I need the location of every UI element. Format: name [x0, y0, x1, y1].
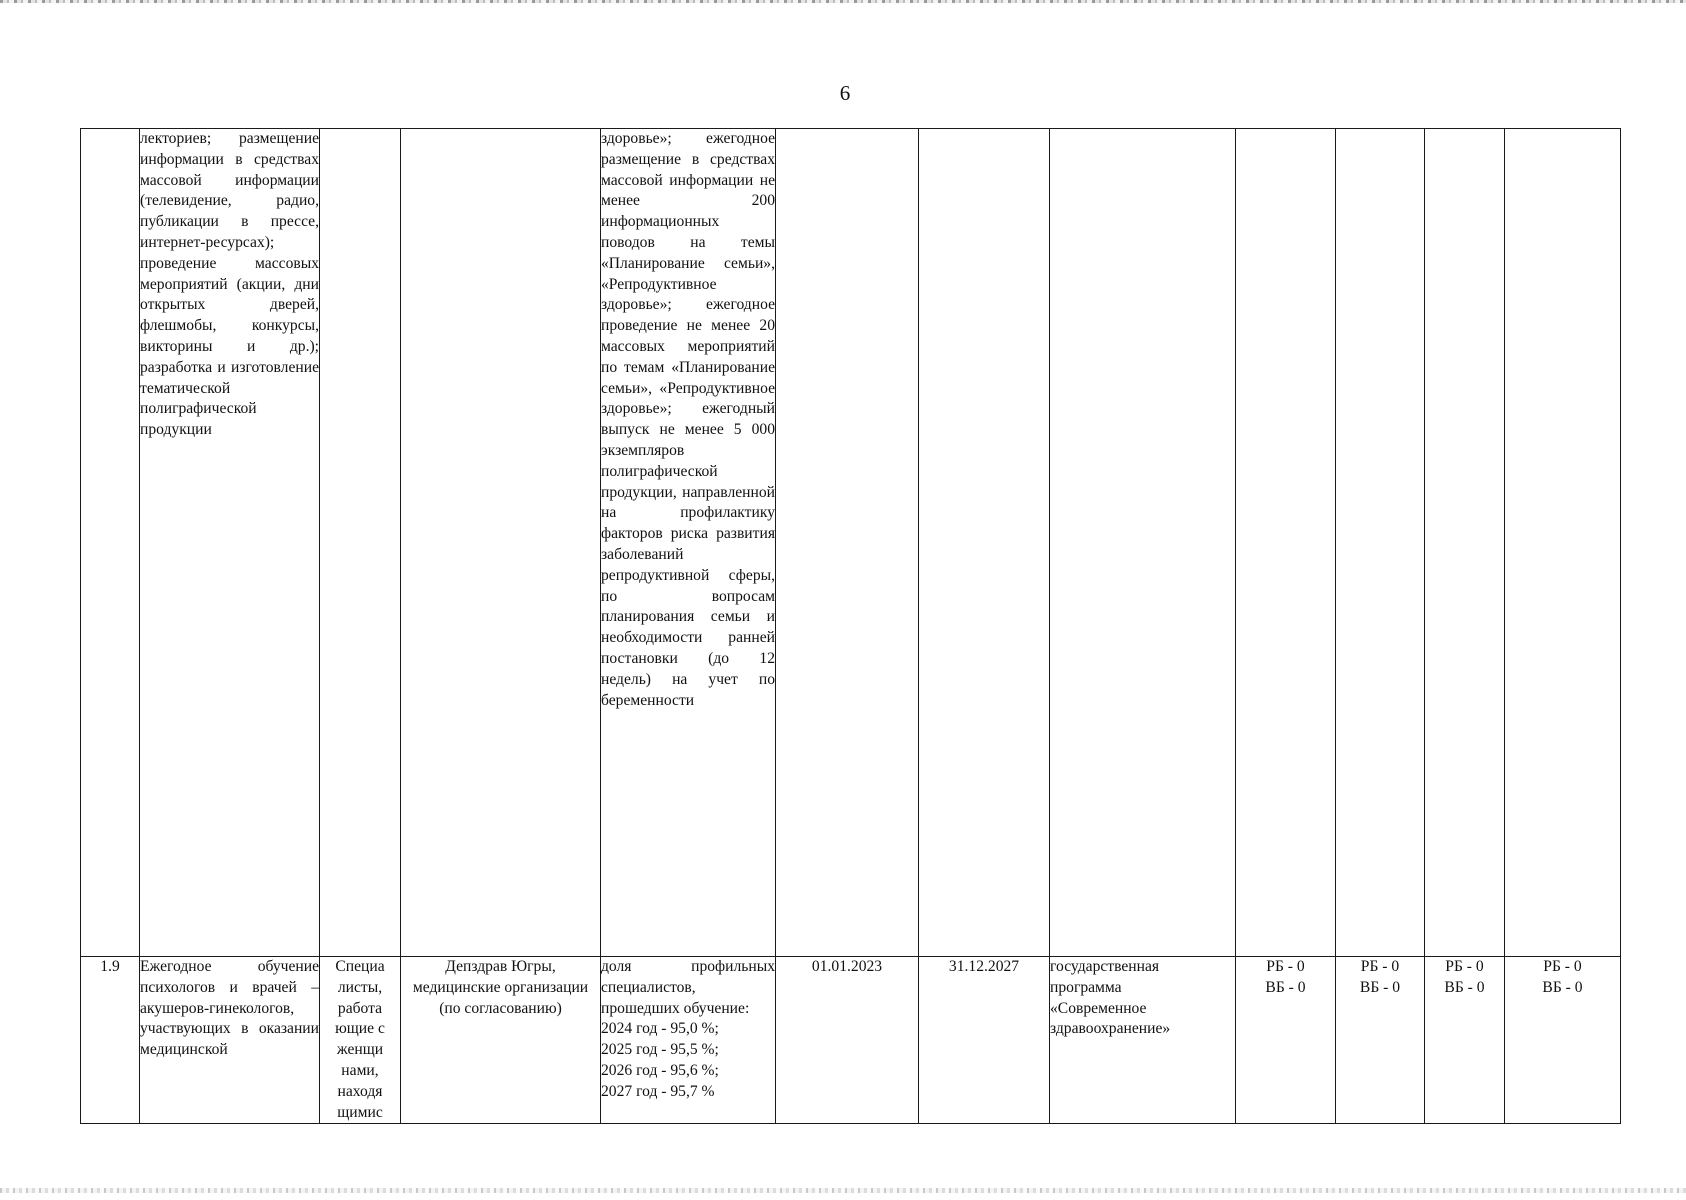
result-line: 2027 год - 95,7 % — [601, 1082, 715, 1100]
cell-funding-4 — [1505, 957, 1621, 1124]
target-group-line: находя — [337, 1082, 383, 1100]
end-date: 31.12.2027 — [948, 958, 1020, 975]
activity-text: Ежегодное обучение психологов и врачей – акушеров-гинекологов, участвующих в оказании медицинской — [140, 958, 319, 1059]
start-date: 01.01.2023 — [811, 958, 883, 975]
cell-executor — [401, 129, 601, 957]
funding-rb: РБ - 0 — [1543, 958, 1582, 975]
measures-table — [80, 128, 1621, 1124]
funding-vb: ВБ - 0 — [1265, 978, 1306, 996]
program-line: здравоохранение» — [1050, 1020, 1171, 1038]
program-line: государственная — [1050, 958, 1160, 975]
funding-vb: ВБ - 0 — [1359, 978, 1401, 996]
scan-edge-bottom — [0, 1188, 1686, 1193]
page-number: 6 — [839, 81, 851, 105]
cell-funding-3 — [1425, 957, 1505, 1124]
target-group-line: листы, — [337, 978, 383, 996]
funding-rb: РБ - 0 — [1266, 958, 1305, 975]
cell-end-date — [919, 129, 1050, 957]
funding-vb: ВБ - 0 — [1542, 978, 1583, 996]
funding-rb: РБ - 0 — [1360, 958, 1400, 975]
cell-funding-1 — [1236, 957, 1336, 1124]
result-line: 2026 год - 95,6 %; — [601, 1061, 719, 1079]
cell-result — [601, 129, 776, 957]
target-group-line: нами, — [341, 1061, 379, 1079]
program-line: «Современное — [1050, 999, 1147, 1017]
cell-activity — [140, 957, 320, 1124]
cell-program — [1050, 129, 1236, 957]
cell-funding-2 — [1336, 957, 1425, 1124]
cell-executor — [401, 957, 601, 1124]
cell-start-date — [776, 957, 919, 1124]
target-group-line: женщи — [336, 1041, 384, 1059]
target-group-line: работа — [337, 999, 383, 1017]
cell-number — [81, 957, 140, 1124]
cell-funding-1 — [1236, 129, 1336, 957]
cell-program — [1050, 957, 1236, 1124]
cell-funding-2 — [1336, 129, 1425, 957]
cell-start-date — [776, 129, 919, 957]
cell-activity — [140, 129, 320, 957]
result-line: 2024 год - 95,0 %; — [601, 1020, 719, 1038]
result-line: 2025 год - 95,5 %; — [601, 1041, 719, 1059]
target-group-line: Специа — [335, 958, 385, 975]
cell-end-date — [919, 957, 1050, 1124]
result-text: здоровье»; ежегодное размещение в средствах массовой информации не менее 200 информационных поводов на темы «Планирование семьи», «Репродуктивное здоровье»; ежегодное проведение не менее 20 массовых мероприятий по темам «Планирование семьи», «Репродуктивное здоровье»; ежегодный выпуск не менее 5 000 экземпляров полиграфической продукции, направленной на профилактику факторов риска развития заболеваний репродуктивной сферы, по вопросам планирования семьи и необходимости ранней постановки (до 12 недель) на учет по беременности — [601, 130, 775, 709]
table-row-1-9 — [81, 957, 1621, 1124]
table-row-continued — [81, 129, 1621, 957]
cell-funding-3 — [1425, 129, 1505, 957]
scan-edge-top — [0, 0, 1686, 3]
activity-text: лекториев; размещение информации в средствах массовой информации (телевидение, радио, публикации в прессе, интернет-ресурсах); проведение массовых мероприятий (акции, дни открытых дверей, флешмобы, конкурсы, викторины и др.); разработка и изготовление тематической полиграфической продукции — [140, 130, 319, 439]
executor-text: Депздрав Югры, медицинские организации (по согласованию) — [412, 958, 589, 1017]
row-number: 1.9 — [100, 958, 120, 975]
target-group-line: ющие с — [335, 1020, 385, 1038]
program-line: программа — [1050, 978, 1122, 996]
cell-result — [601, 957, 776, 1124]
cell-target-group — [320, 957, 401, 1124]
cell-target-group — [320, 129, 401, 957]
funding-rb: РБ - 0 — [1445, 958, 1484, 975]
cell-number — [81, 129, 140, 957]
cell-funding-4 — [1505, 129, 1621, 957]
result-line: доля профильных специалистов, прошедших обучение: — [601, 958, 775, 1017]
target-group-line: щимис — [337, 1103, 383, 1121]
funding-vb: ВБ - 0 — [1444, 978, 1485, 996]
